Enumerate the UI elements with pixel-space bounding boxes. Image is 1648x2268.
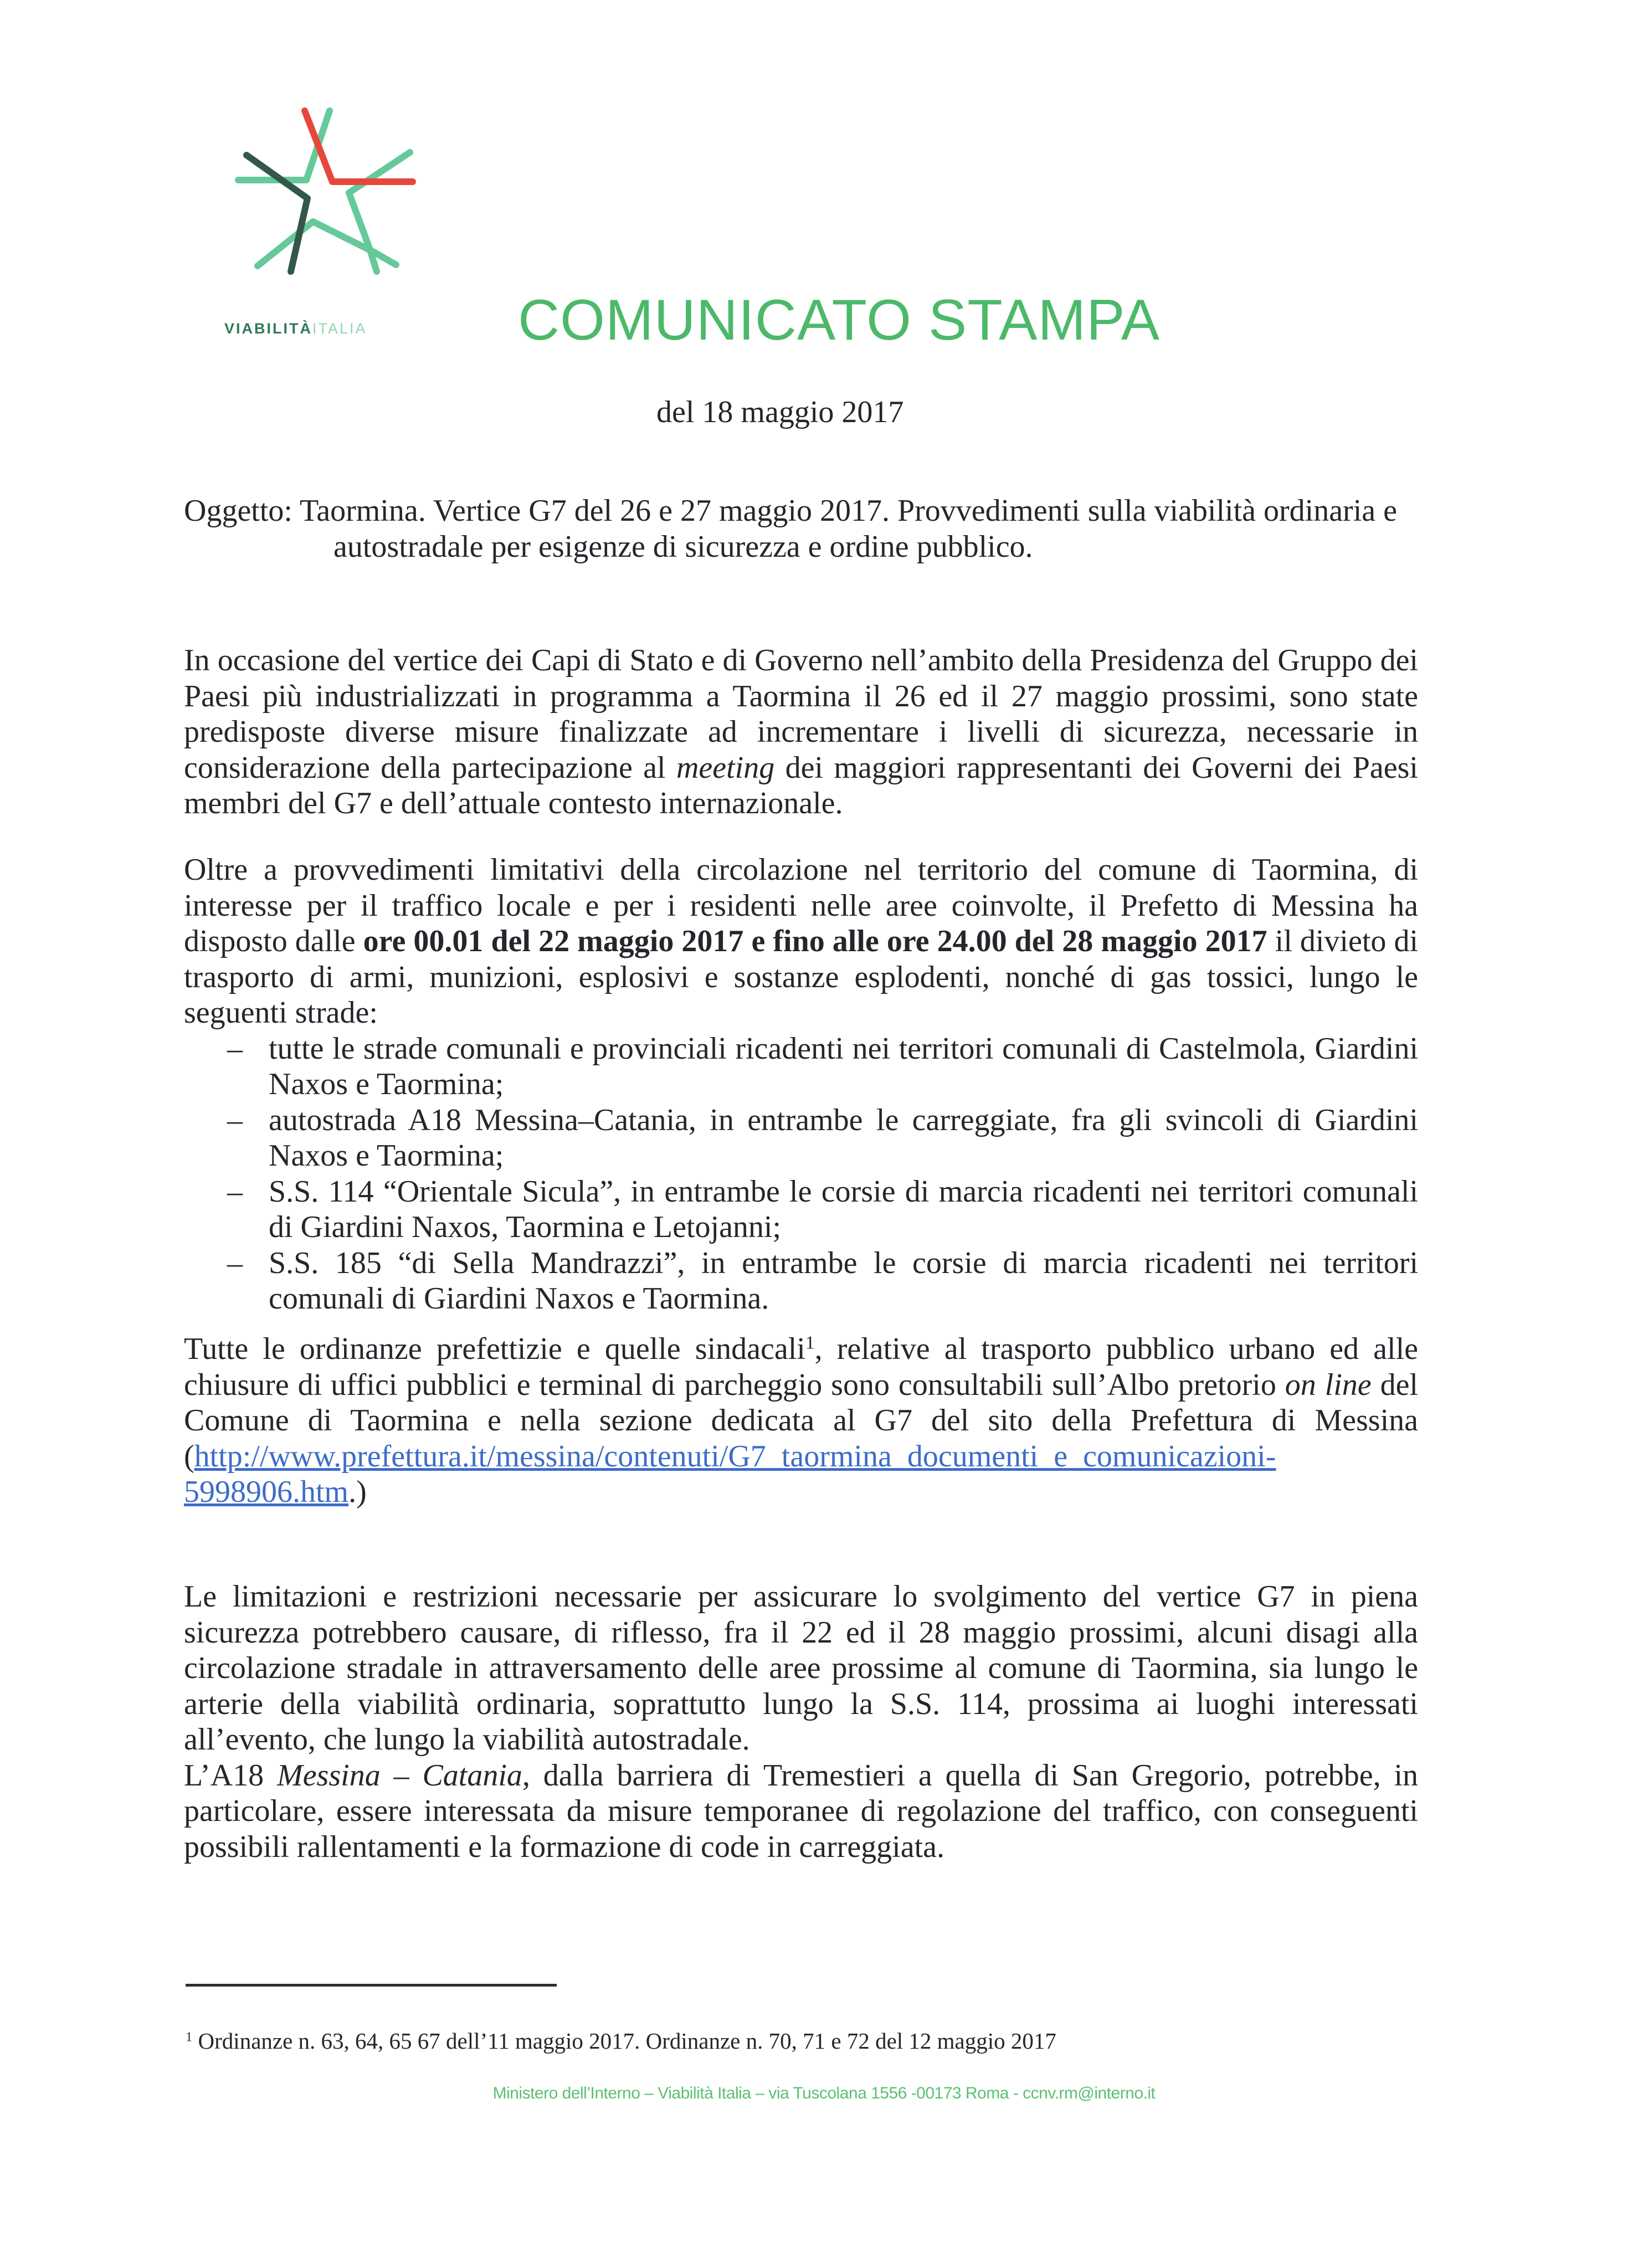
- paragraph-2-intro: [184, 852, 1418, 1031]
- paragraph-3-text-c: del Comune di Taormina e nella sezione dedicata al G7 del sito della Prefettura di Messina (: [184, 1367, 1418, 1474]
- paragraph-1-text-a: In occasione del vertice dei Capi di Stato e di Governo nell’ambito della Presidenza del Gruppo dei Paesi più industrializzati in programma a Taormina il 26 ed il 27 maggio prossimi, sono state predisposte diverse misure finalizzate ad incrementare i livelli di sicurezza, necessarie in considerazione della partecipazione al: [184, 643, 1418, 785]
- logo-text-italia: ITALIA: [312, 320, 367, 337]
- footnote-reference[interactable]: 1: [805, 1332, 815, 1353]
- bullet-dash-icon: –: [227, 1102, 243, 1137]
- subject-block: [184, 493, 1418, 565]
- paragraph-3-text-d: .): [348, 1475, 367, 1509]
- paragraph-4-a18-italic: Messina – Catania: [277, 1758, 522, 1793]
- paragraph-2-bold-dates: ore 00.01 del 22 maggio 2017 e fino alle ore 24.00 del 28 maggio 2017: [363, 924, 1267, 958]
- viabilita-italia-logo: [224, 100, 457, 343]
- paragraph-3-text-b: , relative al trasporto pubblico urbano ed alle chiusure di uffici pubblici e terminal di parcheggio sono consultabili sull’Albo pretorio: [184, 1332, 1418, 1402]
- logo-wordmark: [224, 320, 457, 337]
- footnote-marker: 1: [186, 2029, 193, 2045]
- paragraph-1-italic: meeting: [676, 750, 775, 785]
- list-item: [184, 1031, 1418, 1102]
- paragraph-4-text: Le limitazioni e restrizioni necessarie per assicurare lo svolgimento del vertice G7 in piena sicurezza potrebbero causare, di riflesso, fra il 22 ed il 28 maggio prossimi, alcuni disagi alla circolazione stradale in attraversamento delle aree prossime al comune di Taormina, sia lungo le arterie della viabilità ordinaria, soprattutto lungo la S.S. 114, prossima ai luoghi interessati all’evento, che lungo la viabilità autostradale.: [184, 1579, 1418, 1757]
- footnote: [186, 2028, 1056, 2054]
- list-item: [184, 1102, 1418, 1174]
- list-item-text: S.S. 114 “Orientale Sicula”, in entrambe le corsie di marcia ricadenti nei territori comunali di Giardini Naxos, Taormina e Letojanni;: [269, 1174, 1418, 1244]
- paragraph-ordinances: [184, 1331, 1418, 1510]
- page-title: COMUNICATO STAMPA: [518, 288, 1161, 352]
- paragraph-2-text-b: il divieto di trasporto di armi, munizioni, esplosivi e sostanze esplodenti, nonché di gas tossici, lungo le seguenti strade:: [184, 924, 1418, 1030]
- press-release-date: del 18 maggio 2017: [656, 395, 904, 429]
- paragraph-traffic-impact: [184, 1579, 1418, 1865]
- logo-text-viabilita: VIABILITÀ: [224, 320, 312, 337]
- subject-line-1: Oggetto: Taormina. Vertice G7 del 26 e 27 maggio 2017. Provvedimenti sulla viabilità ordinaria e: [184, 494, 1397, 528]
- prefettura-link[interactable]: http://www.prefettura.it/messina/contenuti/G7_taormina_documenti_e_comunicazioni-5998906.htm: [184, 1439, 1276, 1509]
- paragraph-3-text-a: Tutte le ordinanze prefettizie e quelle sindacali: [184, 1332, 805, 1366]
- paragraph-4-a18: [184, 1758, 1418, 1865]
- list-item-text: tutte le strade comunali e provinciali ricadenti nei territori comunali di Castelmola, Giardini Naxos e Taormina;: [269, 1031, 1418, 1101]
- list-item: [184, 1174, 1418, 1245]
- subject-line-2: autostradale per esigenze di sicurezza e ordine pubblico.: [333, 529, 1033, 564]
- footnote-text: Ordinanze n. 63, 64, 65 67 dell’11 maggio 2017. Ordinanze n. 70, 71 e 72 del 12 maggio 2017: [192, 2028, 1056, 2054]
- list-item-text: autostrada A18 Messina–Catania, in entrambe le carreggiate, fra gli svincoli di Giardini Naxos e Taormina;: [269, 1102, 1418, 1173]
- paragraph-3-italic: on line: [1285, 1367, 1372, 1402]
- paragraph-4-a18-rest: , dalla barriera di Tremestieri a quella di San Gregorio, potrebbe, in particolare, essere interessata da misure temporanee di regolazione del traffico, con conseguenti possibili rallentamenti e la formazione di code in carreggiata.: [184, 1758, 1419, 1864]
- page-footer: Ministero dell’Interno – Viabilità Italia – via Tuscolana 1556 -00173 Roma - ccnv.rm@interno.it: [492, 2084, 1156, 2102]
- bullet-dash-icon: –: [227, 1031, 243, 1066]
- footnote-divider: [186, 1984, 557, 1987]
- paragraph-4-a18-prefix: L’A18: [184, 1758, 278, 1793]
- list-item-text: S.S. 185 “di Sella Mandrazzi”, in entrambe le corsie di marcia ricadenti nei territori comunali di Giardini Naxos e Taormina.: [269, 1245, 1418, 1316]
- list-item: [184, 1245, 1418, 1317]
- paragraph-2-text-a: Oltre a provvedimenti limitativi della circolazione nel territorio del comune di Taormina, di interesse per il traffico locale e per i residenti nelle aree coinvolte, il Prefetto di Messina ha disposto dalle: [184, 853, 1418, 958]
- bullet-dash-icon: –: [227, 1174, 243, 1209]
- paragraph-1-text-b: dei maggiori rappresentanti dei Governi dei Paesi membri del G7 e dell’attuale contesto internazionale.: [184, 750, 1418, 820]
- star-logo-icon: [224, 100, 457, 321]
- roads-list: [184, 1031, 1418, 1317]
- paragraph-prohibition: [184, 852, 1418, 1317]
- paragraph-introduction: [184, 643, 1418, 822]
- bullet-dash-icon: –: [227, 1245, 243, 1280]
